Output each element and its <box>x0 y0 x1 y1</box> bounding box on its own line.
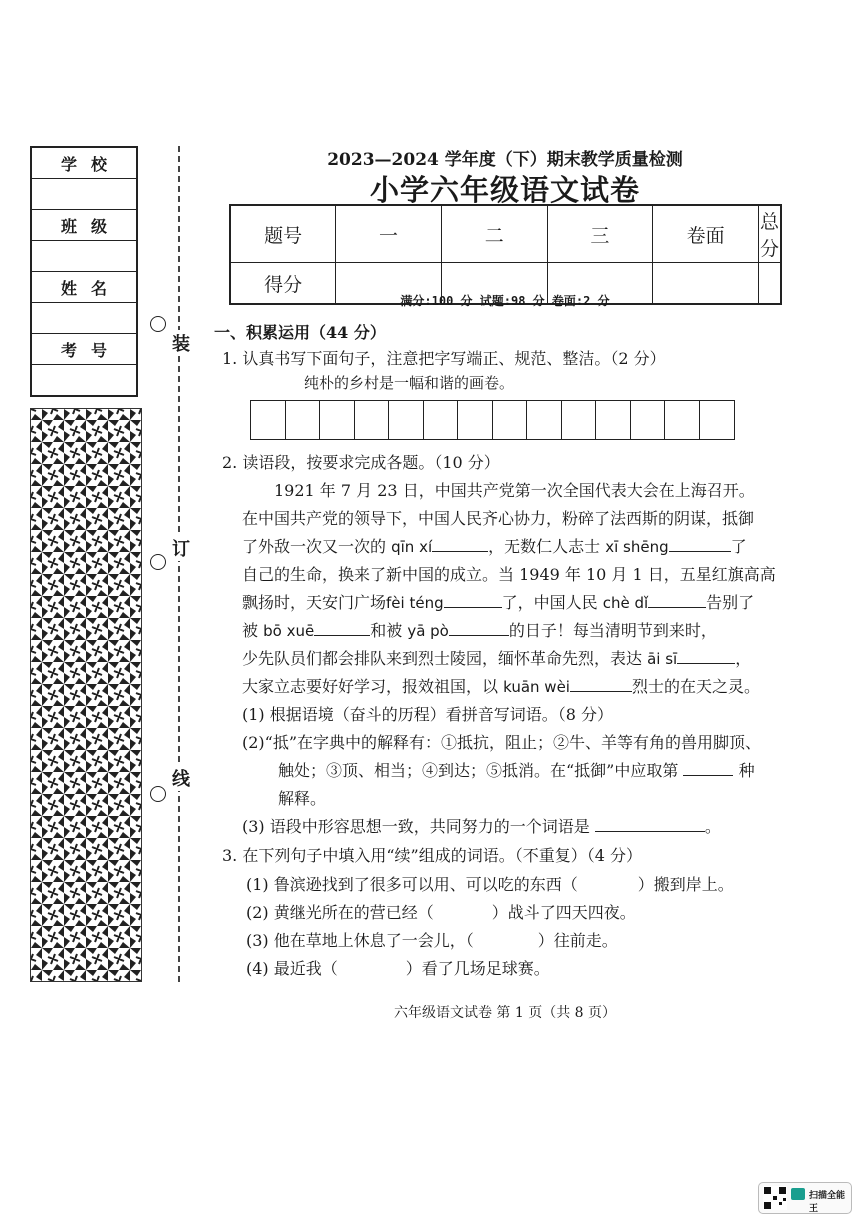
pinyin-chedi: chè dǐ <box>602 594 649 612</box>
exam-number-field[interactable] <box>31 365 137 397</box>
passage-text: 告别了 <box>706 593 755 612</box>
binding-hole-1 <box>150 316 166 332</box>
question-1: 1. 认真书写下面句子，注意把字写端正、规范、整洁。（2 分） <box>222 349 666 368</box>
passage-text: 少先队员们都会排队来到烈士陵园，缅怀革命先烈，表达 <box>242 649 643 668</box>
fill-item-4 <box>246 956 550 979</box>
item-text: (1) 鲁滨逊找到了很多可以用、可以吃的东西（ <box>246 875 578 894</box>
answer-blank[interactable] <box>648 593 706 608</box>
item-text: ）战斗了四天四夜。 <box>491 903 636 922</box>
question-2: 2. 读语段，按要求完成各题。（10 分） <box>222 453 500 472</box>
pinyin-qinxi: qīn xí <box>391 538 433 556</box>
score-note: 满分:100 分 试题:98 分 卷面:2 分 <box>400 294 610 308</box>
subquestion-3 <box>242 814 721 837</box>
question-3: 3. 在下列句子中填入用“续”组成的词语。（不重复）（4 分） <box>222 846 642 865</box>
passage-text: 和被 <box>370 621 403 640</box>
score-row-label: 得分 <box>230 263 336 305</box>
item-text: (3) 他在草地上休息了一会儿，（ <box>246 931 474 950</box>
binding-mark-xian: 线 <box>172 765 190 791</box>
class-field[interactable] <box>31 241 137 272</box>
subquestion-text: 。 <box>704 817 721 836</box>
score-header-number: 题号 <box>230 205 336 263</box>
page-footer: 六年级语文试卷 第 1 页（共 8 页） <box>393 1005 617 1021</box>
binding-line <box>178 146 180 982</box>
passage-text: 了外敌一次又一次的 <box>242 537 387 556</box>
binding-hole-3 <box>150 786 166 802</box>
answer-blank[interactable] <box>677 649 735 664</box>
writing-grid[interactable] <box>250 400 735 440</box>
answer-blank[interactable] <box>570 677 632 692</box>
passage-text: 了，中国人民 <box>501 593 598 612</box>
cs-logo-icon <box>791 1188 805 1200</box>
passage-text: 了 <box>730 537 747 556</box>
score-header-part1: 一 <box>336 205 442 263</box>
passage-text: 被 <box>242 621 259 640</box>
subquestion-text: (3) 语段中形容思想一致，共同努力的一个词语是 <box>242 817 590 836</box>
section-title: 一、积累运用（44 分） <box>214 323 386 342</box>
subquestion-2-line-3: 解释。 <box>278 789 327 808</box>
binding-mark-ding: 订 <box>172 535 190 561</box>
passage-line-6 <box>242 618 717 641</box>
answer-blank[interactable] <box>449 621 509 636</box>
passage-text: 的日子！每当清明节到来时， <box>508 621 717 640</box>
subquestion-1: (1) 根据语境（奋斗的历程）看拼音写词语。（8 分） <box>242 705 614 724</box>
fill-item-3 <box>246 928 618 951</box>
passage-line-8 <box>242 674 760 697</box>
pinyin-kuanwei: kuān wèi <box>503 678 570 696</box>
passage-text: 烈士的在天之灵。 <box>631 677 760 696</box>
pinyin-boxue: bō xuē <box>263 622 315 640</box>
passage-line-5 <box>242 590 754 613</box>
school-label: 学校 <box>31 147 137 179</box>
pinyin-feiteng: fèi téng <box>386 594 444 612</box>
fill-item-2 <box>246 900 636 923</box>
scanner-app-name: 扫描全能王 <box>809 1191 846 1214</box>
subquestion-text: 种 <box>738 761 755 780</box>
item-text: ）搬到岸上。 <box>637 875 734 894</box>
copy-sentence: 纯朴的乡村是一幅和谐的画卷。 <box>304 374 515 392</box>
binding-mark-zhuang: 装 <box>172 330 190 356</box>
name-label: 姓名 <box>31 272 137 303</box>
class-label: 班级 <box>31 210 137 241</box>
answer-blank[interactable] <box>683 761 733 776</box>
answer-blank[interactable] <box>595 817 705 832</box>
school-field[interactable] <box>31 179 137 210</box>
item-text: (4) 最近我（ <box>246 959 338 978</box>
binding-hole-2 <box>150 554 166 570</box>
item-text: ）往前走。 <box>537 931 618 950</box>
student-info-table <box>30 146 138 397</box>
score-header-total: 总分 <box>758 205 781 263</box>
passage-line-1: 1921 年 7 月 23 日，中国共产党第一次全国代表大会在上海召开。 <box>274 481 755 500</box>
pinyin-xisheng: xī shēng <box>605 538 669 556</box>
exam-year-line: 2023—2024 学年度（下）期末教学质量检测 <box>327 150 683 170</box>
passage-text: ， <box>735 649 752 668</box>
passage-text: ，无数仁人志士 <box>488 537 601 556</box>
exam-title: 小学六年级语文试卷 <box>369 173 640 207</box>
passage-text: 飘扬时，天安门广场 <box>242 593 387 612</box>
exam-number-label: 考号 <box>31 334 137 365</box>
qr-code-icon <box>763 1186 787 1210</box>
pinyin-yapo: yā pò <box>407 622 449 640</box>
item-text: ）看了几场足球赛。 <box>405 959 550 978</box>
score-header-neatness: 卷面 <box>653 205 759 263</box>
fill-item-1 <box>246 872 734 895</box>
passage-line-7 <box>242 646 751 669</box>
security-pattern <box>30 408 142 982</box>
passage-line-4: 自己的生命，换来了新中国的成立。当 1949 年 10 月 1 日，五星红旗高高 <box>242 565 776 584</box>
answer-blank[interactable] <box>432 537 488 552</box>
answer-blank[interactable] <box>314 621 370 636</box>
subquestion-2-line-1: (2)“抵”在字典中的解释有：①抵抗，阻止；②牛、羊等有角的兽用脚顶、 <box>242 733 762 752</box>
subquestion-text: 触处；③顶、相当；④到达；⑤抵消。在“抵御”中应取第 <box>278 761 679 780</box>
scanner-badge <box>758 1182 852 1214</box>
answer-blank[interactable] <box>444 593 502 608</box>
passage-text: 大家立志要好好学习，报效祖国，以 <box>242 677 499 696</box>
name-field[interactable] <box>31 303 137 334</box>
subquestion-2-line-2 <box>278 758 755 781</box>
score-header-part2: 二 <box>441 205 547 263</box>
pinyin-aisi: āi sī <box>647 650 678 668</box>
score-header-part3: 三 <box>547 205 653 263</box>
item-text: (2) 黄继光所在的营已经（ <box>246 903 434 922</box>
passage-line-2: 在中国共产党的领导下，中国人民齐心协力，粉碎了法西斯的阴谋，抵御 <box>242 509 755 528</box>
score-table <box>229 204 782 305</box>
passage-line-3 <box>242 534 747 557</box>
answer-blank[interactable] <box>669 537 731 552</box>
